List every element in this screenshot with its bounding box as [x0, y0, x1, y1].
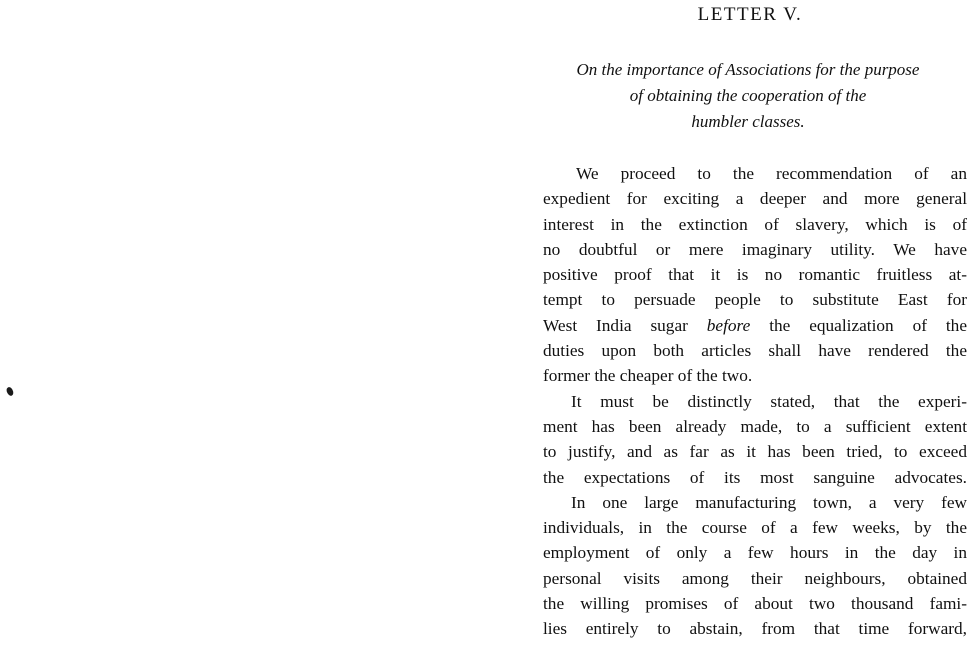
- subtitle-line: humbler classes.: [691, 112, 805, 131]
- text-line: individuals, in the course of a few weeks, by the: [543, 518, 967, 538]
- text-line: the expectations of its most sanguine advocates.: [543, 467, 967, 487]
- text-line-emphasis: [543, 313, 967, 338]
- subtitle-line: On the importance of Associations for the purpose: [576, 60, 920, 79]
- text-line: to justify, and as far as it has been tried, to exceed: [543, 442, 967, 462]
- letter-heading: LETTER V.: [697, 4, 803, 25]
- text-line: We proceed to the recommendation of an: [576, 164, 967, 183]
- paragraph-3: [543, 490, 967, 642]
- text-line: no doubtful or mere imaginary utility. We have: [543, 239, 967, 259]
- text-line: In one large manufacturing town, a very few: [571, 492, 967, 512]
- subtitle-line: of obtaining the cooperation of the: [629, 86, 867, 105]
- text-line: former the cheaper of the two.: [543, 366, 753, 386]
- text-line: lies entirely to abstain, from that time forward,: [543, 619, 967, 639]
- text-line: tempt to persuade people to substitute East for: [543, 290, 967, 310]
- paragraph-2: [543, 389, 967, 490]
- text-line: personal visits among their neighbours, obtained: [543, 568, 967, 588]
- text-run: West India sugar: [543, 315, 707, 335]
- text-line: ment has been already made, to a sufficient extent: [543, 416, 967, 436]
- paragraph-1: [543, 161, 967, 389]
- text-line: employment of only a few hours in the day in: [543, 543, 967, 563]
- text-line: the willing promises of about two thousand fami-: [543, 594, 967, 614]
- letter-subtitle: [536, 57, 960, 135]
- text-line: duties upon both articles shall have rendered the: [543, 341, 967, 361]
- ink-blot: [5, 386, 15, 397]
- text-line: It must be distinctly stated, that the experi-: [571, 391, 967, 411]
- text-run: the equalization of the: [750, 315, 967, 335]
- text-line: positive proof that it is no romantic fruitless at-: [543, 265, 967, 285]
- emphasized-word: before: [706, 315, 751, 335]
- text-line: expedient for exciting a deeper and more general: [543, 189, 967, 209]
- text-line: interest in the extinction of slavery, which is of: [543, 214, 967, 234]
- letter-body: [543, 161, 967, 642]
